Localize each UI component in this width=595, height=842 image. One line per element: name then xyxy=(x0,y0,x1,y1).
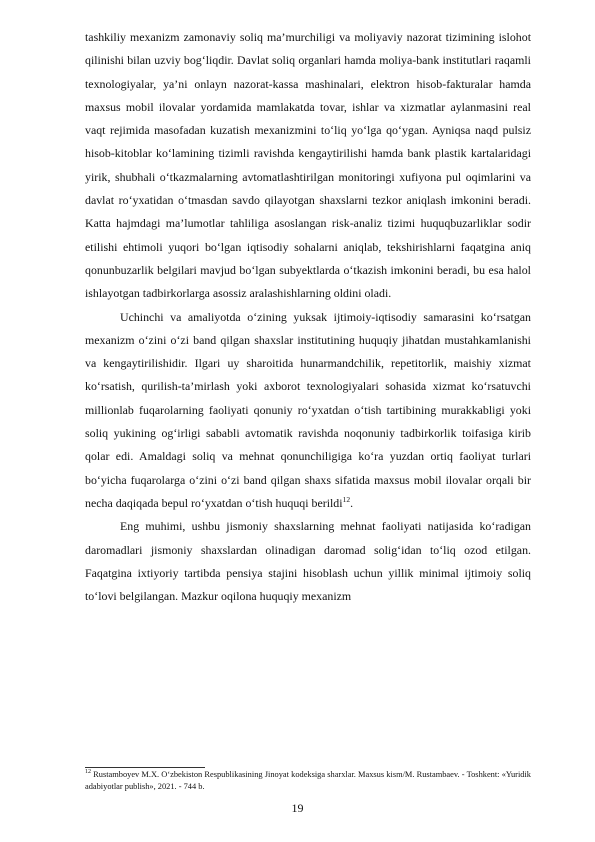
paragraph-continuation xyxy=(85,26,531,306)
paragraph-end-punctuation: . xyxy=(350,495,354,510)
page-number: 19 xyxy=(291,801,304,815)
footnote-text: Rustamboyev M.X. O‘zbekiston Respublikasining Jinoyat kodeksiga sharxlar. Maxsus kism/M. Rustambaev. - Toshkent: «Yuridik adabiyotlar publish», 2021. - 744 b. xyxy=(85,770,531,791)
footnote-number: 12 xyxy=(85,769,91,776)
footnote-divider xyxy=(85,767,205,768)
paragraph-text: Uchinchi va amaliyotda o‘zining yuksak ijtimoiy-iqtisodiy samarasini ko‘rsatgan mexanizm o‘zini o‘zi band qilgan shaxslar institutining huquqiy jihatdan mustahkamlanishi va kengaytirilishidir. Ilgari uy sharoitida hunarmandchilik, repetitorlik, maishiy xizmat ko‘rsatish, qurilish-ta’mirlash yoki axborot texnologiyalari sohasida xizmat ko‘rsatuvchi millionlab fuqarolarning faoliyati qonuniy ro‘yxatdan o‘tish tartibining murakkabligi yoki soliq yukining og‘irligi sababli avtomatik ravishda noqonuniy tadbirkorlik toifasiga kirib qolar edi. Amaldagi soliq va mehnat qonunchiligiga ko‘ra yuzdan ortiq faoliyat turlari bo‘yicha fuqarolarga o‘zini o‘zi band qilgan shaxs sifatida maxsus mobil ilovalar orqali bir necha daqiqada bepul ro‘yxatdan o‘tish huquqi berildi xyxy=(85,309,531,510)
footnote-reference[interactable]: 12 xyxy=(342,494,351,504)
paragraph-text: Eng muhimi, ushbu jismoniy shaxslarning mehnat faoliyati natijasida ko‘radigan daromadlari jismoniy shaxslardan olinadigan daromad solig‘idan to‘liq ozod etilgan. Faqatgina ixtiyoriy tartibda pensiya stajini hisoblash uchun yillik minimal ijtimoiy soliq to‘lovi belgilangan. Mazkur oqilona huquqiy mexanizm xyxy=(85,519,531,604)
paragraph-text: tashkiliy mexanizm zamonaviy soliq ma’murchiligi va moliyaviy nazorat tizimining islohot qilinishi bilan uzviy bog‘liqdir. Davlat soliq organlari hamda moliya-bank institutlari raqamli texnologiyalar, ya’ni onlayn nazorat-kassa mashinalari, elektron hisob-fakturalar hamda maxsus mobil ilovalar yordamida mamlakatda tovar, ishlar va xizmatlar aylanmasini real vaqt rejimida masofadan kuzatish mexanizmini to‘liq yo‘lga qo‘ygan. Ayniqsa naqd pulsiz hisob-kitoblar ko‘lamining tizimli ravishda kengaytirilishi hamda bank plastik kartalaridagi yirik, shubhali o‘tkazmalarning avtomatlashtirilgan monitoringi xufiyona pul oqimlarini va davlat ro‘yxatidan o‘tmasdan savdo qilayotgan shaxslarni tezkor aniqlash imkonini beradi. Katta hajmdagi ma’lumotlar tahliliga asoslangan risk-analiz tizimi huquqbuzarliklar sodir etilishi ehtimoli yuqori bo‘lgan iqtisodiy sohalarni aniqlab, tekshirishlarni faqatgina aniq qonunbuzarlik belgilari mavjud bo‘lgan subyektlarda o‘tkazish imkonini beradi, bu esa halol ishlayotgan tadbirkorlarga asossiz aralashishlarning oldini oladi. xyxy=(85,30,531,301)
footnote xyxy=(85,769,531,792)
document-body xyxy=(85,26,531,608)
paragraph-income-exemption xyxy=(85,515,531,608)
paragraph-self-employed xyxy=(85,306,531,516)
